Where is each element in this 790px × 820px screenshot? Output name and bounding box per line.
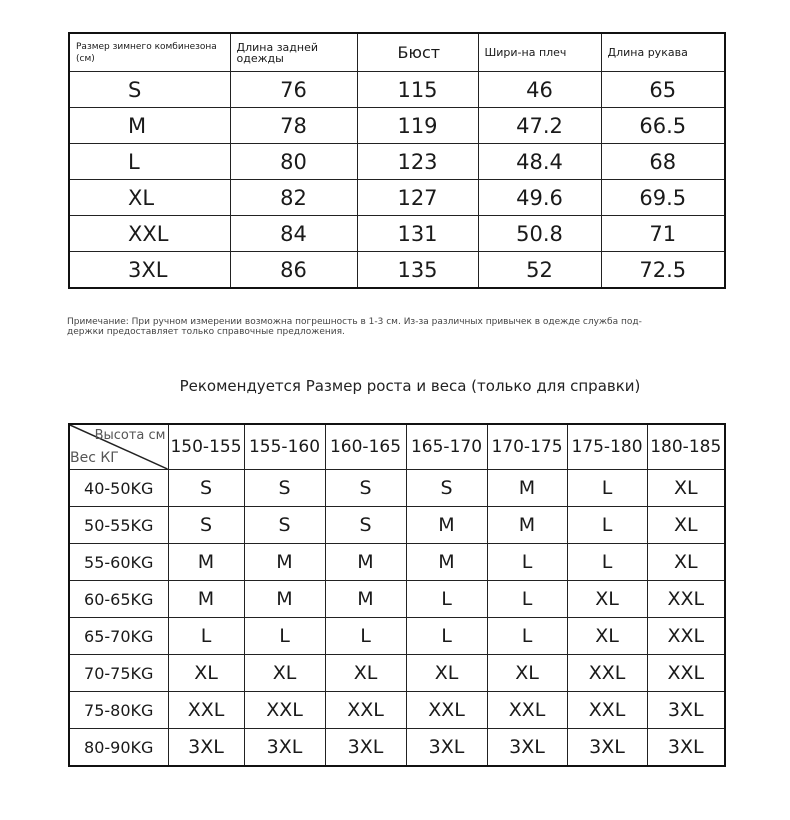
size-cell: M xyxy=(244,581,325,618)
table-row xyxy=(69,618,725,655)
size-cell: L xyxy=(567,544,647,581)
height-header: 175-180 xyxy=(567,424,647,470)
weight-cell: 75-80KG xyxy=(69,692,168,729)
size-cell: M xyxy=(168,581,244,618)
size-cell: 3XL xyxy=(647,729,725,767)
size-cell: M xyxy=(487,507,567,544)
size-cell: XXL xyxy=(69,216,230,252)
size-cell: M xyxy=(325,581,406,618)
weight-cell: 60-65KG xyxy=(69,581,168,618)
table-row xyxy=(69,692,725,729)
recommendation-title: Рекомендуется Размер роста и веса (только для справки) xyxy=(179,377,641,395)
size-cell: 3XL xyxy=(647,692,725,729)
size-cell: S xyxy=(325,507,406,544)
size-cell: L xyxy=(567,470,647,507)
size-cell: L xyxy=(487,618,567,655)
height-header: 150-155 xyxy=(168,424,244,470)
sleeve-cell: 65 xyxy=(601,72,725,108)
table-row xyxy=(69,655,725,692)
sleeve-cell: 68 xyxy=(601,144,725,180)
height-header: 180-185 xyxy=(647,424,725,470)
size-cell: L xyxy=(487,581,567,618)
weight-cell: 40-50KG xyxy=(69,470,168,507)
sleeve-cell: 72.5 xyxy=(601,252,725,289)
header-sleeve: Длина рукава xyxy=(601,33,725,72)
size-cell: XXL xyxy=(487,692,567,729)
table-row xyxy=(69,729,725,767)
shoulder-cell: 47.2 xyxy=(478,108,601,144)
height-header: 165-170 xyxy=(406,424,487,470)
size-cell: XL xyxy=(406,655,487,692)
weight-cell: 70-75KG xyxy=(69,655,168,692)
back-cell: 82 xyxy=(230,180,357,216)
table-row xyxy=(69,108,725,144)
size-cell: S xyxy=(406,470,487,507)
size-cell: M xyxy=(325,544,406,581)
weight-cell: 55-60KG xyxy=(69,544,168,581)
size-cell: 3XL xyxy=(406,729,487,767)
size-cell: XXL xyxy=(647,618,725,655)
table-row xyxy=(69,180,725,216)
table-row xyxy=(69,216,725,252)
size-cell: L xyxy=(325,618,406,655)
size-cell: XL xyxy=(647,544,725,581)
weight-cell: 65-70KG xyxy=(69,618,168,655)
size-cell: M xyxy=(406,507,487,544)
size-cell: M xyxy=(168,544,244,581)
size-cell: 3XL xyxy=(69,252,230,289)
height-header: 155-160 xyxy=(244,424,325,470)
size-cell: S xyxy=(168,507,244,544)
size-cell: XXL xyxy=(168,692,244,729)
corner-header xyxy=(69,424,168,470)
table-row xyxy=(69,72,725,108)
header-size: Размер зимнего комбинезона (см) xyxy=(69,33,230,72)
size-cell: XL xyxy=(325,655,406,692)
size-cell: XL xyxy=(244,655,325,692)
bust-cell: 115 xyxy=(357,72,478,108)
bust-cell: 119 xyxy=(357,108,478,144)
size-cell: L xyxy=(487,544,567,581)
size-cell: L xyxy=(244,618,325,655)
size-cell: M xyxy=(69,108,230,144)
bust-cell: 123 xyxy=(357,144,478,180)
header-back-length: Длина задней одежды xyxy=(230,33,357,72)
size-cell: XXL xyxy=(406,692,487,729)
size-cell: XXL xyxy=(325,692,406,729)
table-row xyxy=(69,470,725,507)
measurement-table xyxy=(68,32,726,289)
weight-cell: 50-55KG xyxy=(69,507,168,544)
size-cell: L xyxy=(567,507,647,544)
bust-cell: 127 xyxy=(357,180,478,216)
size-cell: S xyxy=(244,507,325,544)
table-row xyxy=(69,544,725,581)
header-bust: Бюст xyxy=(357,33,478,72)
size-cell: L xyxy=(406,618,487,655)
back-cell: 84 xyxy=(230,216,357,252)
corner-weight-label: Вес КГ xyxy=(70,450,119,466)
bust-cell: 131 xyxy=(357,216,478,252)
size-cell: XXL xyxy=(567,692,647,729)
size-cell: XXL xyxy=(647,655,725,692)
size-cell: 3XL xyxy=(325,729,406,767)
size-cell: S xyxy=(325,470,406,507)
sleeve-cell: 66.5 xyxy=(601,108,725,144)
size-cell: XL xyxy=(647,470,725,507)
size-cell: L xyxy=(69,144,230,180)
shoulder-cell: 46 xyxy=(478,72,601,108)
size-cell: M xyxy=(406,544,487,581)
shoulder-cell: 48.4 xyxy=(478,144,601,180)
size-cell: XL xyxy=(487,655,567,692)
size-cell: XXL xyxy=(647,581,725,618)
sleeve-cell: 71 xyxy=(601,216,725,252)
size-cell: M xyxy=(244,544,325,581)
height-header: 160-165 xyxy=(325,424,406,470)
size-cell: 3XL xyxy=(168,729,244,767)
size-cell: XL xyxy=(647,507,725,544)
shoulder-cell: 52 xyxy=(478,252,601,289)
size-cell: 3XL xyxy=(487,729,567,767)
weight-cell: 80-90KG xyxy=(69,729,168,767)
table-row xyxy=(69,507,725,544)
size-cell: XXL xyxy=(244,692,325,729)
shoulder-cell: 49.6 xyxy=(478,180,601,216)
size-cell: XL xyxy=(567,581,647,618)
corner-height-label: Высота см xyxy=(94,428,166,443)
size-cell: 3XL xyxy=(244,729,325,767)
size-cell: XL xyxy=(69,180,230,216)
size-cell: XXL xyxy=(567,655,647,692)
measurement-header-row xyxy=(69,33,725,72)
table-row xyxy=(69,144,725,180)
size-cell: S xyxy=(69,72,230,108)
table-row xyxy=(69,581,725,618)
back-cell: 80 xyxy=(230,144,357,180)
shoulder-cell: 50.8 xyxy=(478,216,601,252)
size-cell: XL xyxy=(567,618,647,655)
back-cell: 86 xyxy=(230,252,357,289)
back-cell: 78 xyxy=(230,108,357,144)
size-cell: S xyxy=(168,470,244,507)
size-cell: S xyxy=(244,470,325,507)
recommendation-table xyxy=(68,423,726,767)
table-row xyxy=(69,252,725,289)
sleeve-cell: 69.5 xyxy=(601,180,725,216)
header-shoulder: Шири-на плеч xyxy=(478,33,601,72)
size-cell: XL xyxy=(168,655,244,692)
back-cell: 76 xyxy=(230,72,357,108)
bust-cell: 135 xyxy=(357,252,478,289)
size-cell: 3XL xyxy=(567,729,647,767)
size-cell: M xyxy=(487,470,567,507)
recommendation-header-row xyxy=(69,424,725,470)
size-cell: L xyxy=(168,618,244,655)
height-header: 170-175 xyxy=(487,424,567,470)
size-cell: L xyxy=(406,581,487,618)
measurement-note: Примечание: При ручном измерении возможна погрешность в 1-3 см. Из-за различных привычек в одежде служба под-держки предоставляет только справочные предложения. xyxy=(67,317,642,337)
